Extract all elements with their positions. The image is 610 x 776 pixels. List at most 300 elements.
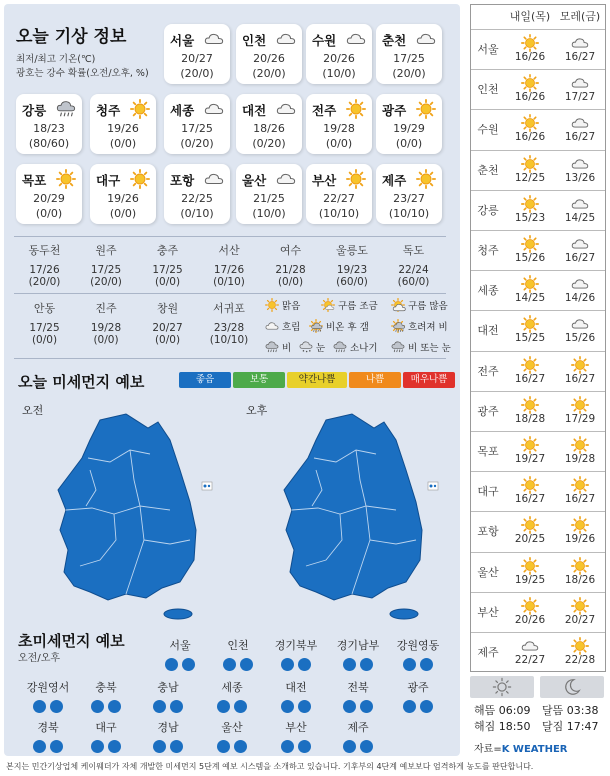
forecast-row (471, 632, 605, 672)
sun-icon (520, 516, 540, 534)
moonrise: 달뜸 03:38 (542, 704, 599, 717)
region-name: 전북 (347, 681, 369, 694)
rain-or-snow-icon (390, 340, 406, 354)
am-level-dot (33, 700, 46, 713)
pm-level-dot (420, 700, 433, 713)
city-name: 인천 (242, 33, 267, 48)
sun-icon (55, 169, 77, 189)
rain-note: 광호는 강수 확률(오전/오후, %) (16, 68, 149, 79)
rain-probability: (10/10) (388, 207, 430, 220)
sun-icon (570, 516, 590, 534)
am-level-dot (91, 740, 104, 753)
ultrafine-region (138, 719, 198, 753)
forecast-row (471, 150, 605, 190)
sun-icon (520, 315, 540, 333)
city-name: 세종 (477, 284, 499, 298)
sun-icon (129, 169, 151, 189)
city-name: 포항 (170, 173, 195, 188)
dust-level-4: 매우나쁨 (403, 372, 455, 388)
temperature: 20/27 (152, 322, 183, 334)
sun-icon (520, 436, 540, 454)
rain-probability: (10/10) (318, 207, 360, 220)
forecast-row (471, 310, 605, 350)
forecast-row (471, 270, 605, 310)
am-label: 오전 (22, 404, 44, 417)
rain-probability: (60/0) (336, 276, 368, 288)
city-card (306, 24, 372, 84)
pm-level-dot (360, 740, 373, 753)
temperature: 20/29 (33, 192, 65, 205)
temperature: 17/25 (393, 52, 425, 65)
day2-temp: 16/27 (564, 252, 596, 264)
city-name: 대구 (96, 173, 121, 188)
region-name: 광주 (407, 681, 429, 694)
legend-label: 구름 많음 (408, 301, 448, 312)
am-level-dot (281, 700, 294, 713)
snow-icon (298, 340, 314, 354)
am-level-dot (153, 700, 166, 713)
temperature: 23/28 (213, 322, 245, 334)
temperature: 22/27 (323, 192, 355, 205)
am-level-dot (153, 740, 166, 753)
dust-title: 오늘 미세먼지 예보 (18, 373, 145, 391)
day1-header: 내일(목) (509, 10, 551, 23)
moon-icon (562, 677, 582, 697)
sun-icon (570, 396, 590, 414)
day2-temp: 15/26 (564, 332, 596, 345)
small-city-cell (14, 242, 75, 288)
city-card (306, 94, 372, 154)
sun-icon (570, 637, 590, 655)
small-city-cell (199, 300, 260, 346)
legend-label: 비 (282, 343, 292, 354)
cloud-icon (275, 99, 297, 119)
city-name: 여수 (279, 244, 302, 257)
ultrafine-region (388, 679, 448, 713)
city-name: 대전 (477, 324, 499, 338)
region-name: 강원영동 (396, 639, 440, 652)
rain-probability: (0/0) (395, 137, 423, 150)
forecast-row (471, 471, 605, 511)
forecast-row (471, 29, 605, 69)
city-card (90, 94, 156, 154)
temperature: 20/26 (253, 52, 285, 65)
forecast-row (471, 431, 605, 471)
city-name: 대전 (242, 103, 267, 118)
temperature: 20/26 (323, 52, 355, 65)
temperature: 20/27 (181, 52, 213, 65)
day1-temp: 14/25 (514, 292, 546, 305)
city-name: 부산 (312, 173, 337, 188)
divider (14, 293, 446, 294)
day2-temp: 17/29 (564, 412, 596, 425)
rain-probability: (0/0) (109, 137, 137, 150)
am-level-dot (223, 658, 236, 671)
pm-level-dot (50, 700, 63, 713)
day1-temp: 16/26 (514, 51, 546, 63)
am-level-dot (33, 740, 46, 753)
pm-level-dot (170, 700, 183, 713)
rain-probability: (20/0) (180, 67, 214, 80)
legend-label: 비온 후 갬 (326, 322, 369, 333)
city-name: 청주 (96, 103, 121, 118)
day1-temp: 20/26 (514, 613, 546, 626)
sun-icon (520, 476, 540, 494)
city-card (376, 94, 442, 154)
small-city-cell (76, 242, 137, 288)
ultrafine-region (18, 679, 78, 713)
day2-temp: 13/26 (564, 171, 596, 184)
rain-probability: (10/10) (209, 334, 249, 346)
city-name: 제주 (477, 646, 499, 659)
sun-icon (570, 436, 590, 454)
region-name: 인천 (227, 639, 249, 652)
am-dust-map (30, 410, 220, 630)
rain-probability: (0/20) (180, 137, 214, 150)
rain-probability: (10/0) (322, 67, 356, 80)
day1-temp: 22/27 (514, 654, 546, 666)
temperature: 22/24 (398, 264, 429, 276)
am-level-dot (165, 658, 178, 671)
pm-dust-map (256, 410, 446, 630)
sun-icon (264, 298, 280, 312)
sun-icon (520, 275, 540, 293)
city-name: 전주 (477, 364, 499, 378)
day2-temp: 16/27 (564, 372, 596, 385)
forecast-row (471, 351, 605, 391)
ultrafine-region (208, 637, 268, 671)
am-level-dot (281, 658, 294, 671)
region-name: 충남 (157, 681, 179, 694)
ultrafine-region (328, 679, 388, 713)
day2-temp: 18/26 (564, 573, 596, 586)
sun-icon (520, 114, 540, 132)
region-name: 세종 (221, 681, 243, 694)
pm-level-dot (108, 740, 121, 753)
city-name: 포항 (477, 525, 499, 539)
am-level-dot (343, 740, 356, 753)
region-name: 제주 (347, 721, 369, 734)
divider (14, 358, 446, 359)
city-card (306, 164, 372, 224)
cloud-icon (203, 99, 225, 119)
am-level-dot (281, 740, 294, 753)
day1-temp: 15/23 (514, 211, 546, 224)
partly-cloudy-icon (320, 298, 336, 312)
sun-icon (345, 99, 367, 119)
forecast-row (471, 190, 605, 230)
sunset: 해짐 18:50 (474, 720, 531, 733)
small-city-cell (260, 242, 321, 288)
legend-label: 소나기 (350, 343, 378, 354)
city-name: 서귀포 (213, 302, 245, 315)
temperature: 19/26 (107, 192, 139, 205)
source-label: 자료= (474, 744, 502, 755)
sun-moon-times (470, 676, 606, 740)
city-name: 광주 (382, 103, 407, 118)
ultrafine-region (328, 637, 388, 671)
rain-then-clear-icon (308, 319, 324, 333)
sun-icon (570, 557, 590, 575)
temperature: 19/26 (107, 122, 139, 135)
small-city-cell (383, 242, 444, 288)
sunrise: 해뜸 06:09 (474, 704, 531, 717)
cloud-icon (264, 319, 280, 333)
day2-temp: 16/27 (564, 493, 596, 506)
legend-label: 맑음 (282, 301, 301, 312)
cloud-icon (570, 114, 590, 132)
temp-note: 최저/최고 기온(℃) (16, 54, 96, 65)
city-name: 강릉 (22, 103, 47, 118)
temperature: 17/25 (29, 322, 60, 334)
city-name: 목포 (477, 445, 499, 458)
pm-level-dot (50, 740, 63, 753)
sun-icon (415, 169, 437, 189)
city-name: 청주 (477, 244, 499, 257)
rain-probability: (0/0) (35, 207, 63, 220)
source-credit (474, 740, 567, 755)
moonset: 달짐 17:47 (542, 720, 599, 733)
city-card (376, 24, 442, 84)
city-card (16, 94, 82, 154)
small-city-cell (199, 242, 260, 288)
pm-level-dot (234, 740, 247, 753)
region-name: 경기북부 (274, 639, 318, 652)
rain-probability: (0/0) (277, 276, 304, 288)
city-name: 창원 (156, 302, 179, 315)
temperature: 17/25 (152, 264, 183, 276)
city-name: 광주 (477, 404, 499, 418)
city-name: 진주 (95, 302, 117, 315)
city-card (164, 94, 230, 154)
day2-temp: 19/26 (564, 533, 596, 546)
region-name: 충북 (95, 681, 117, 694)
rain-probability: (10/0) (252, 207, 286, 220)
sun-icon (570, 476, 590, 494)
rain-icon (55, 99, 77, 119)
ultrafine-region (266, 679, 326, 713)
sun-icon (570, 597, 590, 615)
temperature: 19/29 (393, 122, 425, 135)
pm-level-dot (182, 658, 195, 671)
dust-level-3: 나쁨 (349, 372, 401, 388)
ultrafine-title: 초미세먼지 예보 (18, 632, 125, 650)
rain-probability: (20/0) (252, 67, 286, 80)
dust-level-1: 보통 (233, 372, 285, 388)
pm-level-dot (298, 700, 311, 713)
temperature: 18/26 (253, 122, 285, 135)
small-city-cell (14, 300, 75, 346)
ultrafine-subtitle: 오전/오후 (18, 653, 61, 664)
region-name: 서울 (169, 639, 191, 652)
rain-icon (264, 340, 280, 354)
am-level-dot (91, 700, 104, 713)
rain-probability: (20/0) (392, 67, 426, 80)
city-card (164, 24, 230, 84)
sun-icon (520, 155, 540, 173)
rain-probability: (0/0) (31, 334, 58, 346)
day2-temp: 14/26 (564, 292, 596, 305)
rain-probability: (0/0) (154, 334, 181, 346)
city-card (16, 164, 82, 224)
pm-level-dot (108, 700, 121, 713)
sun-icon (520, 74, 540, 92)
cloud-icon (570, 74, 590, 92)
city-name: 안동 (33, 302, 56, 315)
forecast-row (471, 552, 605, 592)
temperature: 17/26 (29, 264, 60, 276)
sun-icon (520, 396, 540, 414)
pm-label: 오후 (246, 404, 268, 417)
rain-probability: (0/0) (325, 137, 353, 150)
cloud-icon (570, 34, 590, 52)
forecast-row (471, 230, 605, 270)
region-name: 부산 (285, 721, 307, 734)
city-name: 인천 (477, 83, 499, 97)
legend-label: 눈 (316, 343, 326, 354)
forecast-row (471, 592, 605, 632)
pm-level-dot (170, 740, 183, 753)
cloud-icon (570, 315, 590, 333)
cloud-icon (570, 155, 590, 173)
temperature: 19/28 (90, 322, 122, 334)
cloud-icon (275, 29, 297, 49)
city-card (376, 164, 442, 224)
rain-probability: (80/60) (28, 137, 70, 150)
shower-icon (332, 340, 348, 354)
rain-probability: (0/0) (109, 207, 137, 220)
forecast-row (471, 69, 605, 109)
city-name: 독도 (402, 244, 425, 257)
city-name: 제주 (382, 173, 407, 188)
rain-probability: (20/0) (90, 276, 122, 288)
rain-probability: (60/0) (397, 276, 430, 288)
cloud-icon (345, 29, 367, 49)
temperature: 17/25 (90, 264, 122, 276)
day1-temp: 19/27 (514, 453, 546, 465)
clouding-rain-icon (390, 319, 406, 333)
city-name: 충주 (156, 244, 179, 257)
day1-temp: 18/28 (514, 412, 546, 425)
city-card (90, 164, 156, 224)
rain-probability: (0/10) (213, 276, 245, 288)
ultrafine-region (202, 719, 262, 753)
ultrafine-region (76, 719, 136, 753)
day1-temp: 16/27 (514, 493, 546, 506)
city-name: 서울 (170, 33, 195, 48)
legend-label: 흐림 (282, 322, 301, 333)
forecast-row (471, 511, 605, 551)
day2-temp: 22/28 (564, 654, 596, 666)
region-name: 대구 (95, 721, 117, 734)
pm-level-dot (360, 700, 373, 713)
temperature: 21/25 (253, 192, 285, 205)
legend-label: 비 또는 눈 (408, 343, 451, 354)
am-level-dot (403, 658, 416, 671)
sun-icon (491, 677, 513, 697)
city-name: 강릉 (477, 203, 499, 217)
sun-icon (345, 169, 367, 189)
day1-temp: 16/27 (514, 372, 546, 385)
pm-level-dot (234, 700, 247, 713)
day1-temp: 16/26 (514, 91, 546, 104)
rain-probability: (0/0) (154, 276, 181, 288)
city-name: 전주 (312, 103, 337, 118)
region-name: 경남 (157, 721, 179, 734)
city-name: 서울 (477, 43, 499, 56)
day1-temp: 15/25 (514, 332, 546, 345)
city-card (236, 24, 302, 84)
city-name: 수원 (477, 123, 499, 137)
day2-temp: 16/27 (564, 51, 596, 63)
divider (14, 236, 446, 237)
day2-temp: 16/27 (564, 131, 596, 144)
cloud-icon (570, 235, 590, 253)
day2-header: 모레(금) (559, 10, 601, 23)
city-name: 울산 (242, 173, 267, 188)
day2-temp: 19/28 (564, 453, 596, 465)
ultrafine-region (266, 719, 326, 753)
day1-temp: 15/26 (514, 252, 546, 264)
ultrafine-region (150, 637, 210, 671)
pm-level-dot (360, 658, 373, 671)
city-name: 울릉도 (336, 244, 368, 257)
sun-header (470, 676, 534, 698)
temperature: 17/25 (181, 122, 213, 135)
day1-temp: 16/26 (514, 131, 546, 144)
city-name: 대구 (477, 485, 499, 499)
am-level-dot (217, 740, 230, 753)
region-name: 울산 (221, 721, 243, 734)
sun-icon (520, 557, 540, 575)
pm-level-dot (240, 658, 253, 671)
city-card (236, 94, 302, 154)
am-level-dot (343, 658, 356, 671)
ultrafine-region (266, 637, 326, 671)
ultrafine-region (138, 679, 198, 713)
cloud-icon (570, 195, 590, 213)
region-name: 강원영서 (26, 681, 70, 694)
day2-temp: 17/27 (564, 91, 596, 104)
sun-icon (520, 597, 540, 615)
page-title: 오늘 기상 정보 (16, 27, 127, 47)
sun-icon (570, 356, 590, 374)
kweather-logo: K WEATHER (501, 744, 568, 755)
city-name: 수원 (312, 33, 337, 48)
dust-level-2: 약간나쁨 (287, 372, 347, 388)
day1-temp: 19/25 (514, 573, 546, 586)
sun-icon (415, 99, 437, 119)
temperature: 19/28 (323, 122, 355, 135)
rain-probability: (0/20) (252, 137, 286, 150)
small-city-cell (137, 242, 198, 288)
pm-level-dot (420, 658, 433, 671)
city-name: 세종 (170, 103, 195, 118)
city-card (164, 164, 230, 224)
forecast-row (471, 391, 605, 431)
sun-icon (520, 235, 540, 253)
temperature: 23/27 (393, 192, 425, 205)
am-level-dot (217, 700, 230, 713)
small-city-cell (322, 242, 383, 288)
day1-temp: 20/25 (514, 533, 546, 546)
small-city-cell (76, 300, 137, 346)
cloud-icon (520, 637, 540, 655)
city-name: 서산 (218, 244, 240, 257)
city-name: 원주 (95, 244, 117, 257)
city-name: 동두천 (28, 244, 61, 257)
temperature: 18/23 (33, 122, 65, 135)
